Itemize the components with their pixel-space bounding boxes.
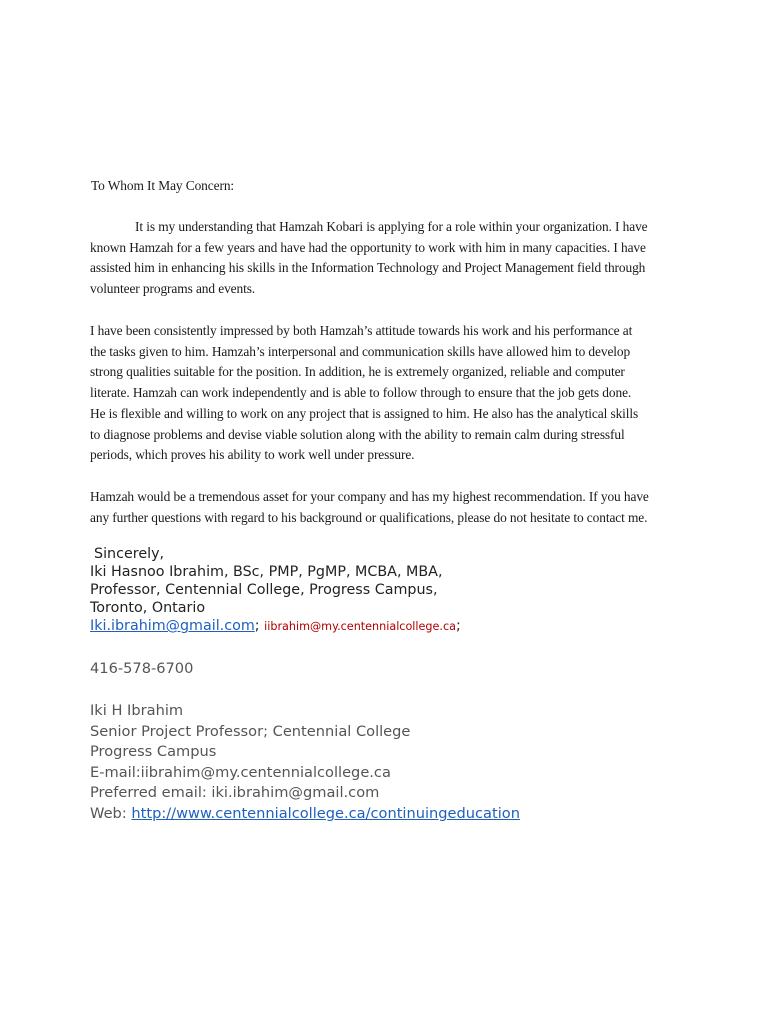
contact-block <box>90 701 520 825</box>
paragraph-2-line: periods, which proves his ability to work well under pressure. <box>90 447 415 463</box>
salutation: To Whom It May Concern: <box>91 178 235 193</box>
paragraph-2-line: to diagnose problems and devise viable solution along with the ability to remain calm during stressful <box>90 426 625 442</box>
email-separator: ; <box>254 618 265 634</box>
signatory-location: Toronto, Ontario <box>90 600 206 616</box>
paragraph-1 <box>90 217 684 300</box>
paragraph-1-line: known Hamzah for a few years and have had the opportunity to work with him in many capacities. I have <box>90 239 646 255</box>
signature-block <box>90 545 461 636</box>
primary-email-link[interactable]: Iki.ibrahim@gmail.com <box>90 618 255 634</box>
paragraph-1-line: It is my understanding that Hamzah Kobari is applying for a role within your organization. I have <box>135 219 648 234</box>
phone-number: 416-578-6700 <box>90 660 194 677</box>
paragraph-1-line: volunteer programs and events. <box>90 281 256 297</box>
contact-name: Iki H Ibrahim <box>90 702 184 719</box>
paragraph-3-line: any further questions with regard to his background or qualifications, please do not hesitate to contact me. <box>90 509 648 525</box>
paragraph-2 <box>90 321 684 466</box>
signatory-title: Professor, Centennial College, Progress Campus, <box>90 582 438 598</box>
paragraph-3-line: Hamzah would be a tremendous asset for your company and has my highest recommendation. If you have <box>90 489 649 504</box>
contact-campus: Progress Campus <box>90 743 217 761</box>
web-label: Web: <box>90 804 132 822</box>
email-separator: ; <box>455 618 461 634</box>
paragraph-2-line: the tasks given to him. Hamzah’s interpersonal and communication skills have allowed him to develop <box>90 343 631 359</box>
signatory-name: Iki Hasnoo Ibrahim, BSc, PMP, PgMP, MCBA, MBA, <box>90 564 443 580</box>
contact-title: Senior Project Professor; Centennial College <box>90 722 411 740</box>
paragraph-3 <box>90 487 684 528</box>
secondary-email: iibrahim@my.centennialcollege.ca <box>264 620 456 633</box>
paragraph-1-line: assisted him in enhancing his skills in the Information Technology and Project Management field through <box>90 260 646 276</box>
paragraph-2-line: He is flexible and willing to work on any project that is assigned to him. He also has the analytical skills <box>90 405 639 421</box>
paragraph-2-line: literate. Hamzah can work independently and is able to follow through to ensure that the job gets done. <box>90 385 632 401</box>
closing: Sincerely, <box>94 546 165 562</box>
paragraph-2-line: I have been consistently impressed by both Hamzah’s attitude towards his work and his performance at <box>90 323 633 338</box>
website-link[interactable]: http://www.centennialcollege.ca/continuingeducation <box>131 804 520 822</box>
contact-web-line <box>90 804 520 825</box>
contact-preferred-email: Preferred email: iki.ibrahim@gmail.com <box>90 784 380 802</box>
paragraph-2-line: strong qualities suitable for the position. In addition, he is extremely organized, reliable and computer <box>90 364 625 380</box>
email-line <box>90 617 461 636</box>
contact-email: E-mail:iibrahim@my.centennialcollege.ca <box>90 763 391 781</box>
